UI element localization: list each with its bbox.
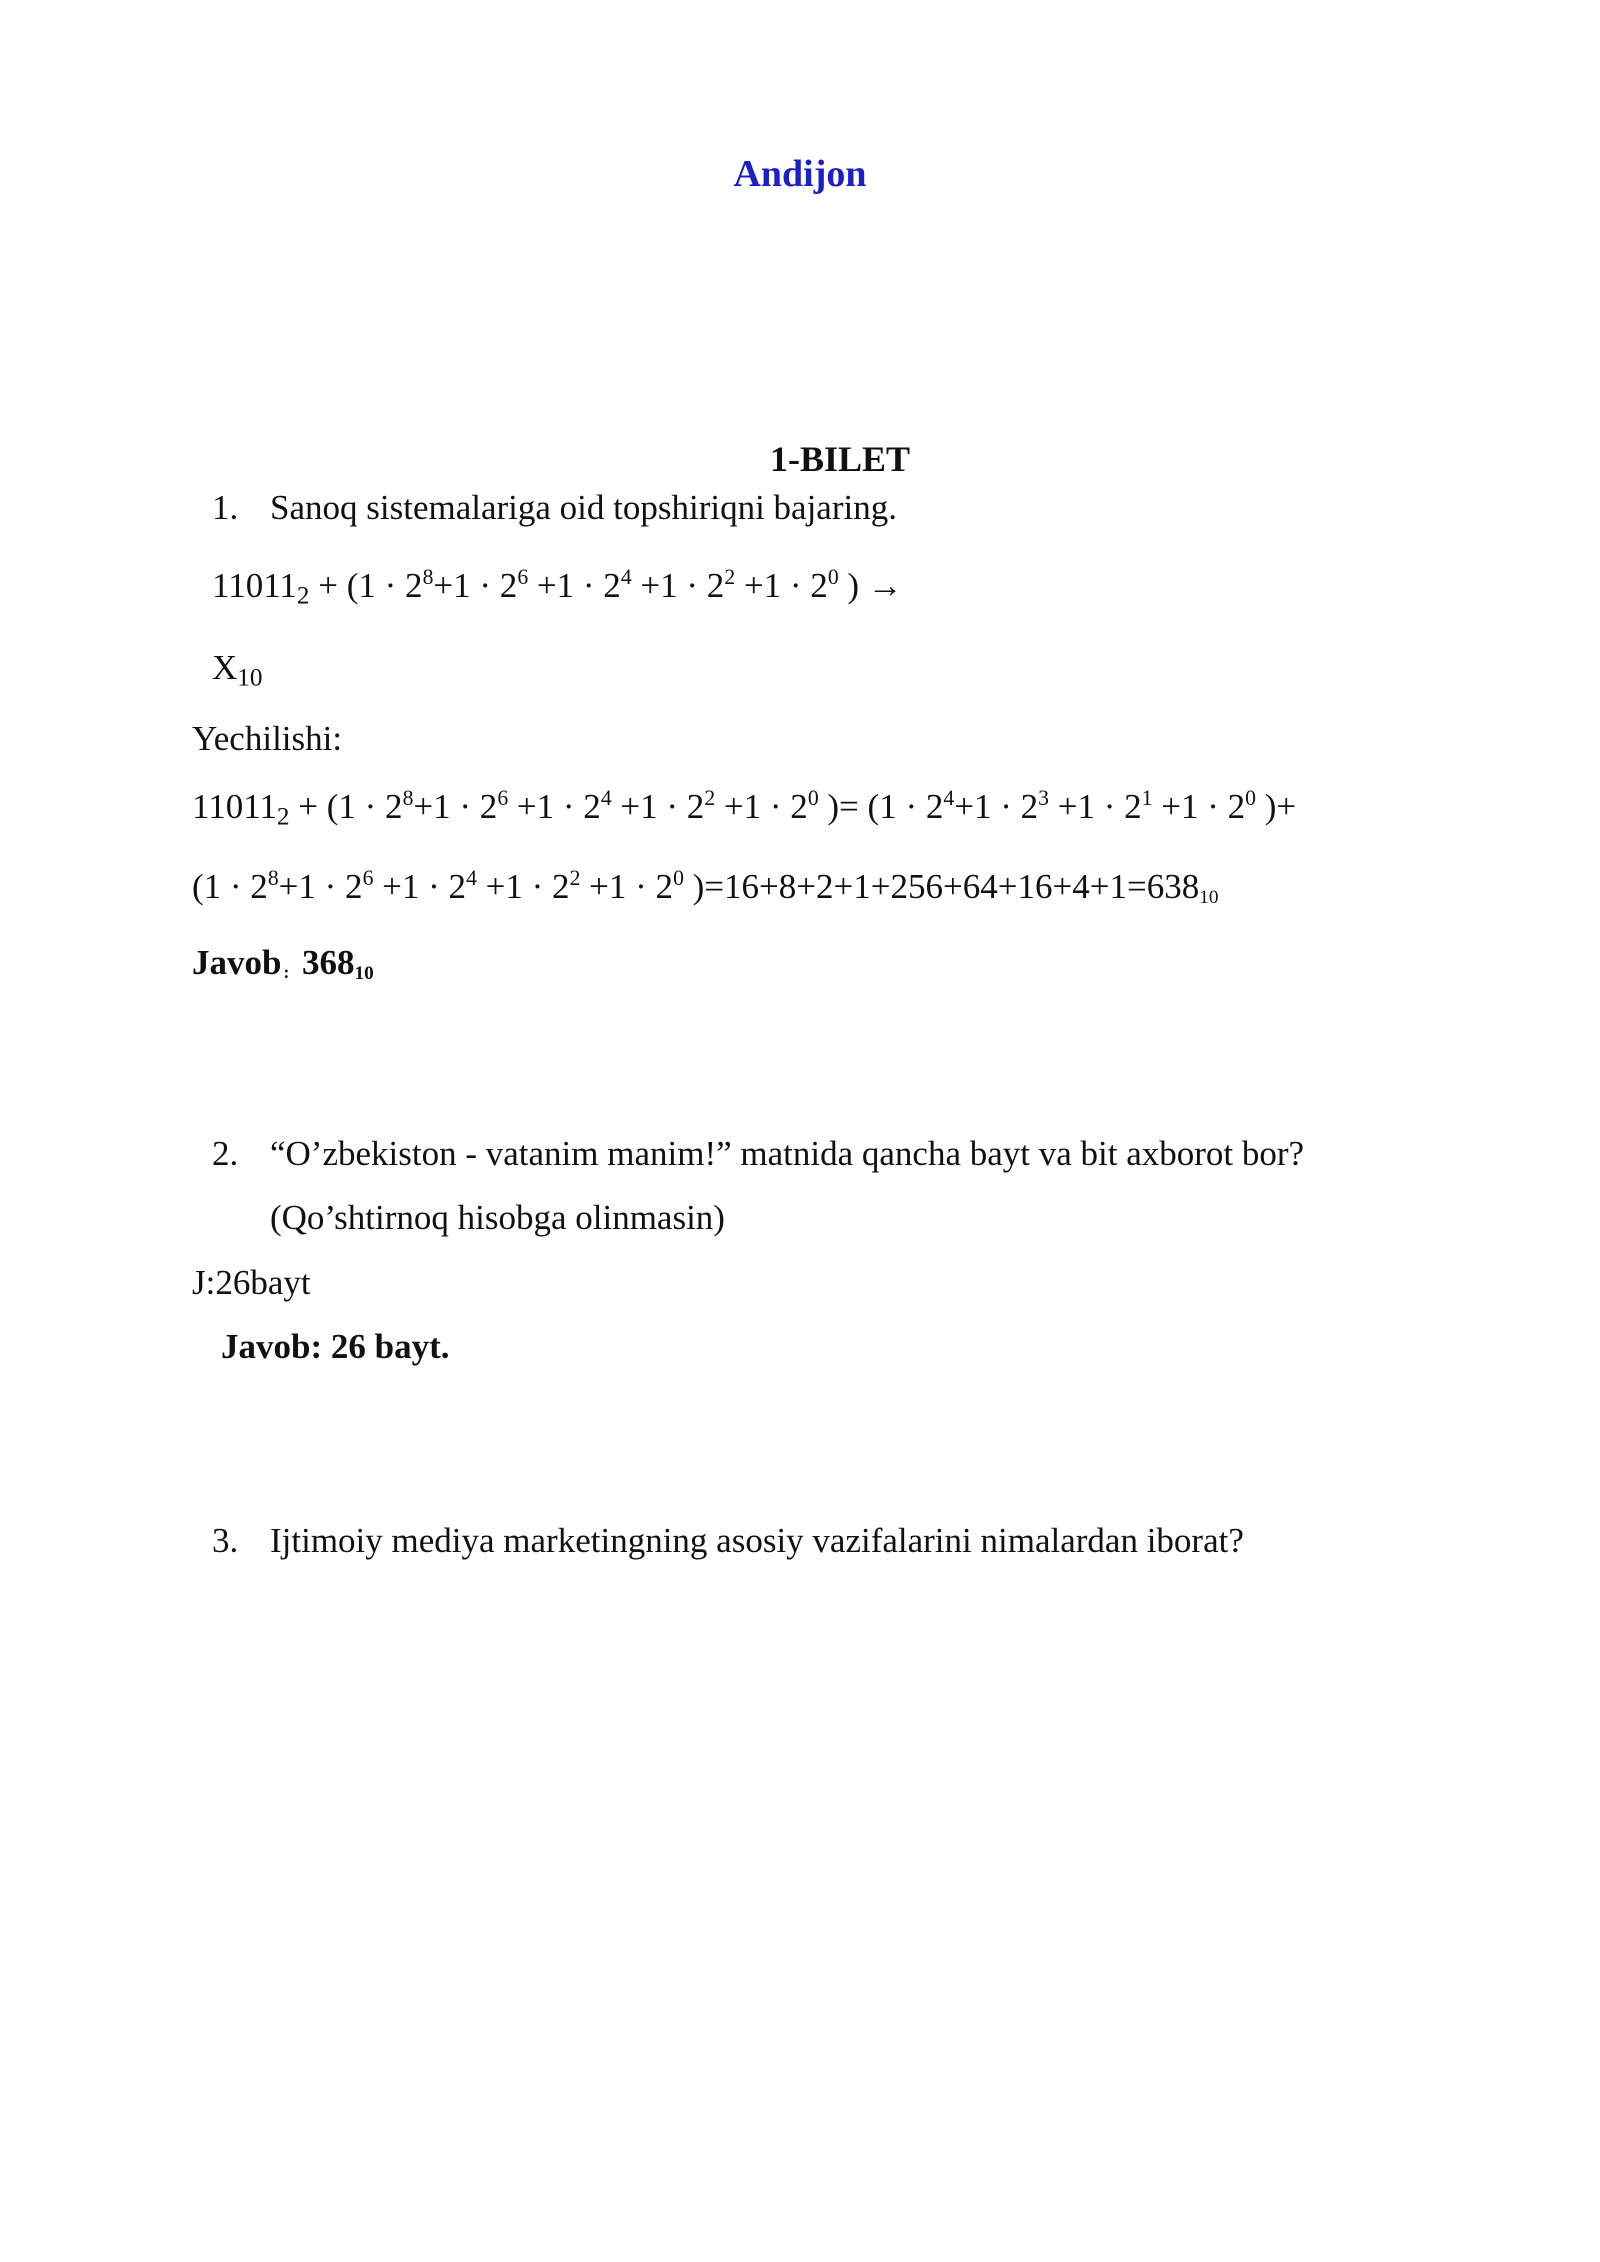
question-1-expression: $11011_2 + (1 \cdot 2^8+1 \cdot 2^6 +1 \cdot 2^4 +1 \cdot 2^2 +1 \cdot 2^0$ ) →	[212, 564, 903, 610]
question-2-note: (Qo’shtirnoq hisobga olinmasin)	[270, 1198, 725, 1237]
header-city: Andijon	[733, 153, 867, 195]
answer-1: Javob : $368_{10}$	[192, 943, 374, 984]
solution-line-2: ($1 \cdot 2^8+1 \cdot 2^6 +1 \cdot 2^4 +1 \cdot 2^2 +1 \cdot 2^0$ )$=16+8+2+1+256+64+16+4+1=638_{10}$	[192, 865, 1219, 908]
solution-label: Yechilishi:	[192, 719, 343, 758]
question-2-text: “O’zbekiston - vatanim manim!” matnida qancha bayt va bit axborot bor?	[270, 1134, 1305, 1173]
question-3-number: 3.	[212, 1521, 239, 1560]
ticket-title: 1-BILET	[769, 439, 911, 479]
solution-line-1: $11011_2 + (1 \cdot 2^8+1 \cdot 2^6 +1 \cdot 2^4 +1 \cdot 2^2 +1 \cdot 2^0$ )= ($1 \cdot 2^4+1 \cdot 2^3 +1 \cdot 2^1 +1 \cdot 2^0$ )+	[192, 785, 1297, 831]
question-2-number: 2.	[212, 1134, 239, 1173]
question-3-text: Ijtimoiy mediya marketingning asosiy vazifalarini nimalardan iborat?	[270, 1521, 1244, 1560]
question-3	[212, 1520, 1244, 1562]
answer-2: Javob: 26 bayt.	[221, 1327, 450, 1366]
question-1-text: Sanoq sistemalariga oid topshiriqni bajaring.	[270, 488, 897, 527]
question-2	[212, 1133, 1304, 1175]
question-1	[212, 487, 897, 529]
question-1-number: 1.	[212, 488, 239, 527]
question-1-target: $X_{10}$	[212, 648, 263, 692]
question-2-short-answer: J:26bayt	[192, 1263, 311, 1302]
